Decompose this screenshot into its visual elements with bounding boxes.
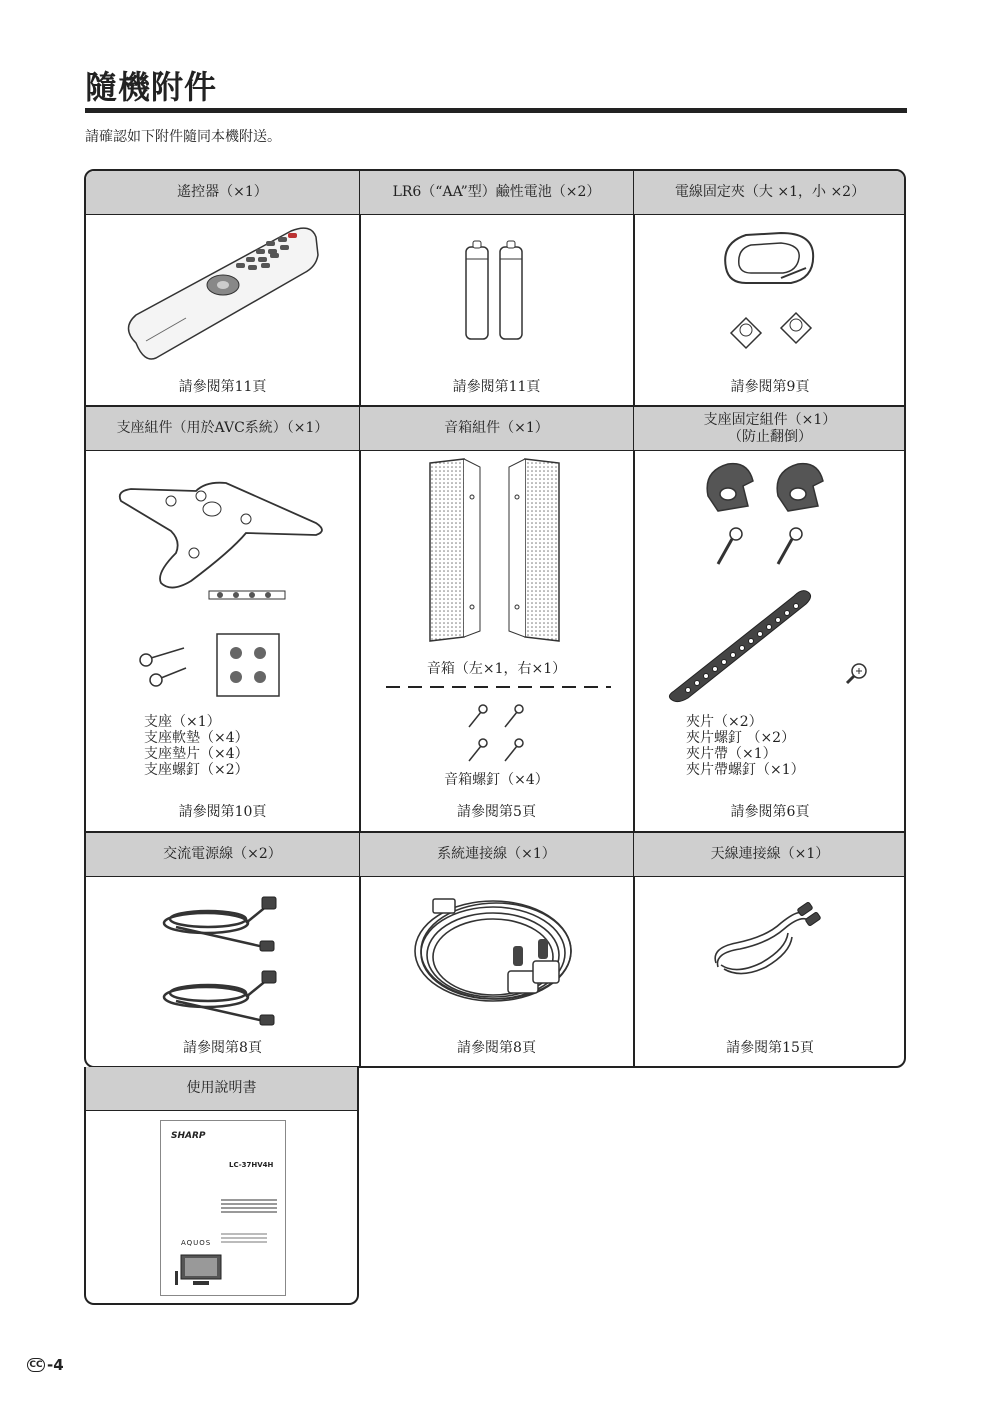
header-clamp: 電線固定夾（大 ×1，小 ×2） bbox=[634, 171, 906, 215]
ref-antenna: 請參閱第15頁 bbox=[726, 1040, 814, 1056]
manual-brand: SHARP bbox=[171, 1131, 206, 1141]
manual-cover-illustration bbox=[160, 1120, 286, 1296]
stand-item: 支座墊片（×4） bbox=[144, 746, 249, 762]
fix-item: 夾片（×2） bbox=[686, 714, 763, 730]
accessories-table bbox=[84, 169, 906, 1068]
fix-item: 夾片帶螺釘（×1） bbox=[686, 762, 805, 778]
stand-contents bbox=[144, 714, 249, 778]
cable-clamp-illustration bbox=[711, 223, 841, 363]
antenna-cable-illustration bbox=[706, 893, 836, 983]
dashed-separator bbox=[386, 684, 611, 690]
ref-stand: 請參閱第10頁 bbox=[178, 804, 267, 820]
ref-clamp: 請參閱第9頁 bbox=[730, 379, 810, 395]
stand-cushions-illustration bbox=[216, 633, 280, 697]
header-battery: LR6（“AA”型）鹼性電池（×2） bbox=[360, 171, 633, 215]
speaker-label: 音箱（左×1，右×1） bbox=[426, 661, 567, 677]
manual-text-lines-small bbox=[221, 1233, 267, 1235]
manual-text-lines bbox=[221, 1199, 277, 1201]
manual-series: AQUOS bbox=[181, 1239, 212, 1247]
header-fix bbox=[634, 407, 906, 451]
ref-fix: 請參閱第6頁 bbox=[730, 804, 810, 820]
ref-speaker: 請參閱第5頁 bbox=[457, 804, 536, 820]
manual-cell bbox=[84, 1067, 359, 1305]
title-rule bbox=[85, 108, 907, 113]
header-antenna: 天線連接線（×1） bbox=[634, 833, 906, 877]
system-cable-illustration bbox=[408, 891, 578, 1017]
ref-system: 請參閱第8頁 bbox=[457, 1040, 536, 1056]
stand-illustration bbox=[116, 461, 336, 611]
speaker-illustration bbox=[422, 457, 567, 643]
header-speaker: 音箱組件（×1） bbox=[360, 407, 633, 451]
ref-remote: 請參閱第11頁 bbox=[178, 379, 267, 395]
fix-item: 夾片螺釘 （×2） bbox=[686, 730, 796, 746]
battery-illustration bbox=[456, 237, 536, 347]
fix-band-screw-illustration bbox=[841, 659, 871, 689]
page-number bbox=[27, 1356, 64, 1374]
header-remote: 遙控器（×1） bbox=[86, 171, 359, 215]
ref-ac: 請參閱第8頁 bbox=[183, 1040, 262, 1056]
speaker-screw-label: 音箱螺釘（×4） bbox=[444, 772, 549, 788]
header-fix-line2: （防止翻倒） bbox=[728, 428, 812, 445]
header-manual: 使用說明書 bbox=[86, 1067, 357, 1111]
tv-icon bbox=[173, 1253, 223, 1289]
page-title: 隨機附件 bbox=[85, 68, 218, 106]
header-stand: 支座組件（用於AVC系統）（×1） bbox=[86, 407, 359, 451]
fix-clips-illustration bbox=[698, 456, 848, 576]
ac-cord-illustration bbox=[156, 885, 286, 1035]
header-fix-line1: 支座固定組件（×1） bbox=[703, 411, 837, 428]
remote-control-illustration bbox=[116, 223, 336, 373]
manual-model: LC-37HV4H bbox=[229, 1161, 274, 1169]
header-system: 系統連接線（×1） bbox=[360, 833, 633, 877]
fix-item: 夾片帶（×1） bbox=[686, 746, 777, 762]
header-ac: 交流電源線（×2） bbox=[86, 833, 359, 877]
stand-item: 支座軟墊（×4） bbox=[144, 730, 249, 746]
ref-battery: 請參閱第11頁 bbox=[452, 379, 541, 395]
fix-band-illustration bbox=[666, 586, 816, 706]
page-number-value: -4 bbox=[47, 1356, 64, 1374]
column-divider bbox=[359, 171, 361, 1066]
speaker-screws-illustration bbox=[461, 701, 531, 766]
stand-item: 支座（×1） bbox=[144, 714, 221, 730]
stand-screws-illustration bbox=[136, 646, 191, 691]
fix-contents bbox=[686, 714, 805, 778]
language-code-badge: CC bbox=[27, 1358, 45, 1372]
stand-item: 支座螺釘（×2） bbox=[144, 762, 249, 778]
column-divider bbox=[633, 171, 635, 1066]
intro-text: 請確認如下附件隨同本機附送。 bbox=[85, 129, 281, 145]
